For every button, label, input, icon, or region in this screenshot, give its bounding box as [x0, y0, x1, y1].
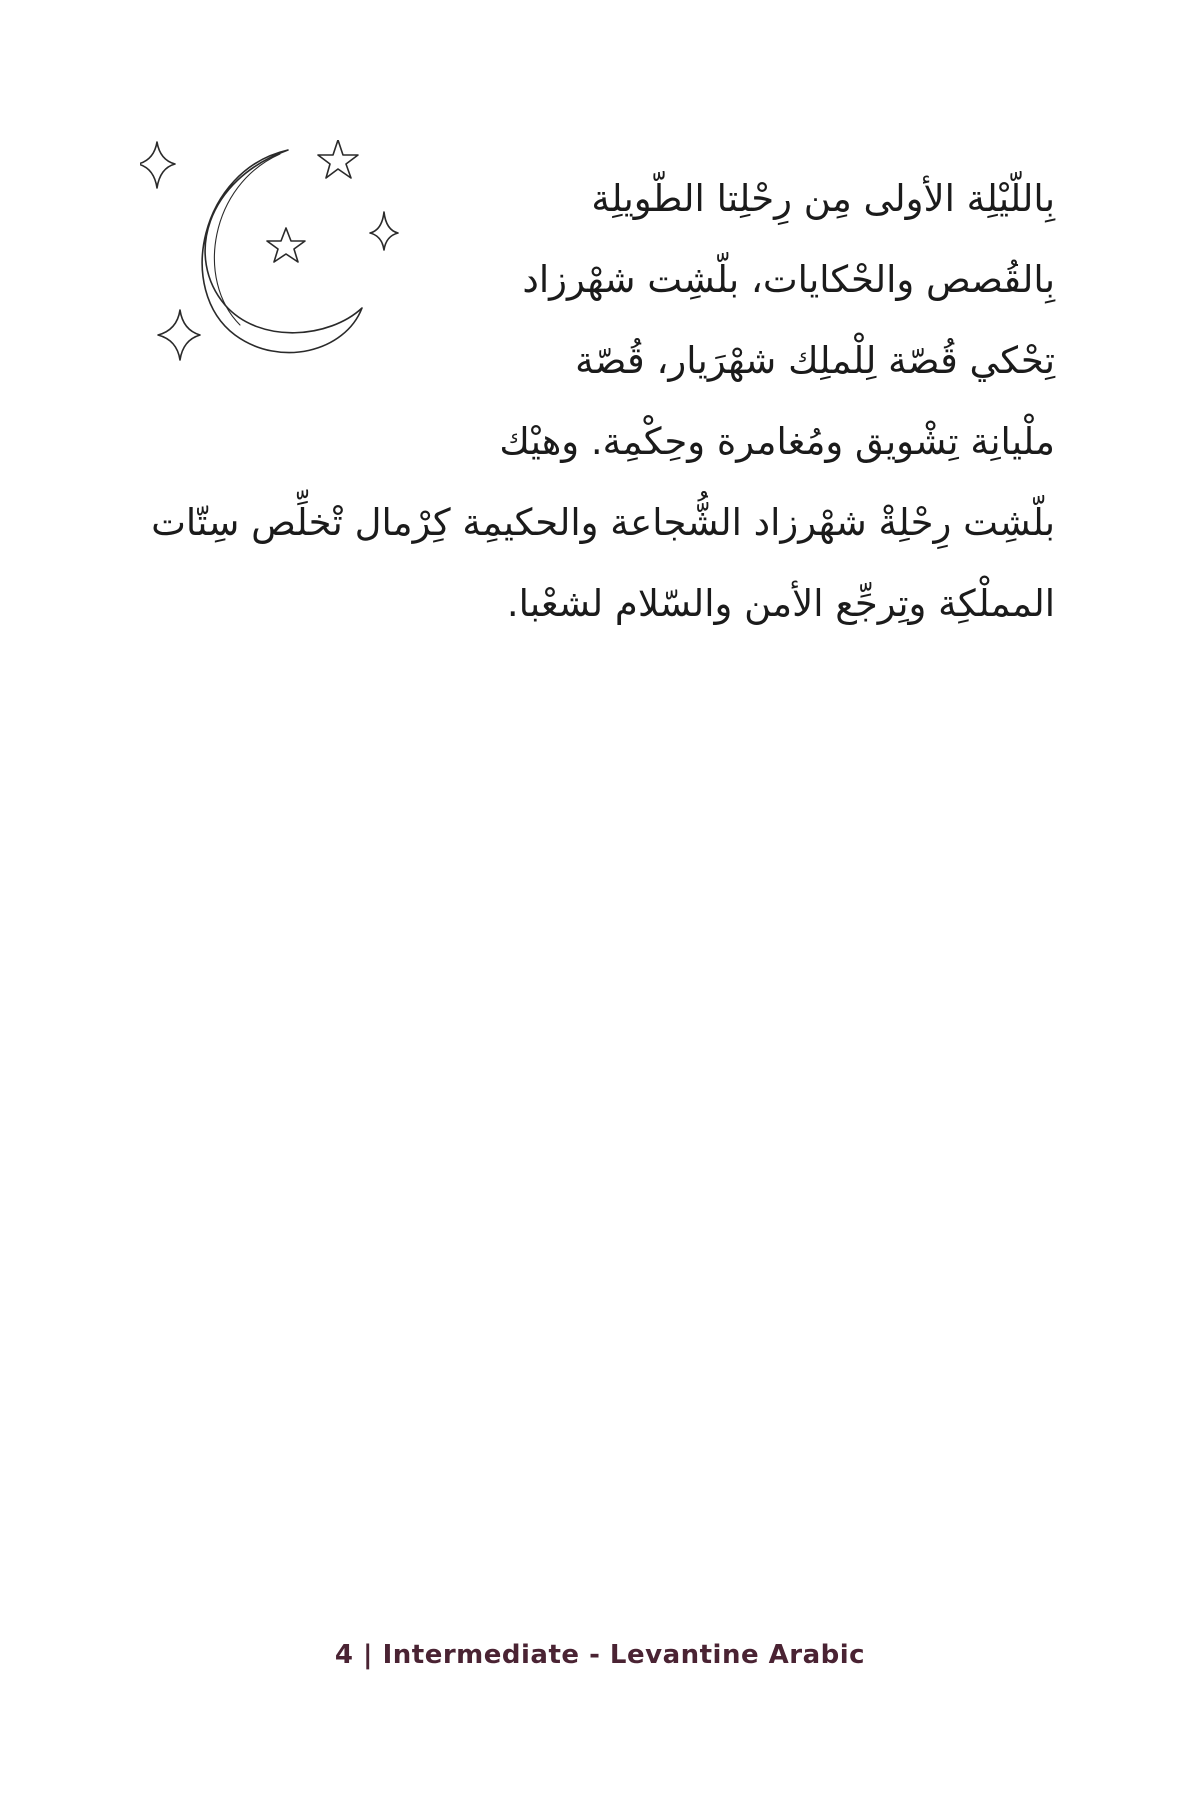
page-footer: [0, 1640, 1200, 1670]
footer-label: Intermediate - Levantine Arabic: [382, 1640, 866, 1670]
story-line: بلّشِت رِحْلِةْ شهْرزاد الشُّجاعة والحكيمِة كِرْمال تْخلِّص سِتّات: [151, 501, 1055, 544]
story-line: بِاللّيْلِة الأولى مِن رِحْلِتا الطّويلِة: [591, 177, 1055, 220]
story-line: تِحْكي قُصّة لِلْملِك شهْرَيار، قُصّة: [575, 339, 1055, 382]
story-line: ملْيانِة تِشْويق ومُغامرة وحِكْمِة. وهيْك: [499, 420, 1055, 463]
story-text: [135, 158, 1055, 644]
story-line: بِالقُصص والحْكايات، بلّشِت شهْرزاد: [522, 258, 1055, 301]
story-line: المملْكِة وتِرجِّع الأمن والسّلام لشعْبا.: [506, 582, 1055, 625]
page-number: 4: [334, 1640, 354, 1670]
footer-separator: |: [353, 1640, 383, 1670]
